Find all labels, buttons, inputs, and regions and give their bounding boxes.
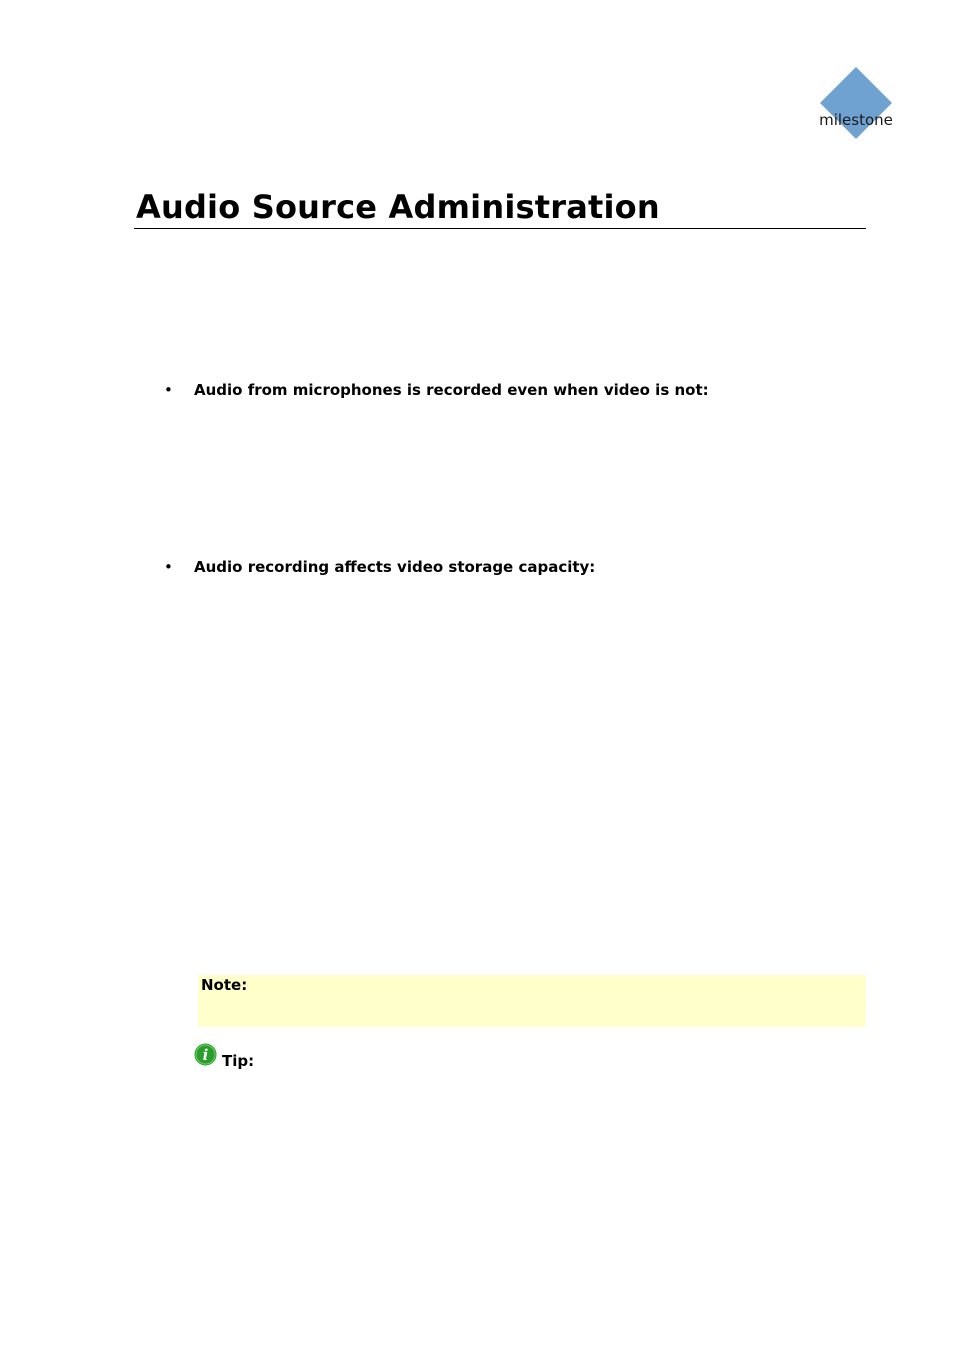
page-title: Audio Source Administration: [136, 188, 660, 226]
bullet-marker: •: [164, 381, 173, 399]
svg-text:i: i: [202, 1046, 209, 1064]
milestone-logo-icon: [818, 66, 894, 140]
bullet-heading-storage-capacity: Audio recording affects video storage capacity:: [194, 558, 596, 576]
note-box: [198, 975, 866, 1027]
milestone-logo: [818, 66, 894, 140]
bullet-heading-audio-recorded: Audio from microphones is recorded even when video is not:: [194, 381, 709, 399]
info-icon: [194, 1043, 217, 1066]
logo-text: milestone: [819, 111, 893, 129]
title-divider: [134, 228, 866, 229]
bullet-marker: •: [164, 558, 173, 576]
tip-label: Tip:: [222, 1052, 255, 1070]
note-label: Note:: [201, 976, 248, 994]
